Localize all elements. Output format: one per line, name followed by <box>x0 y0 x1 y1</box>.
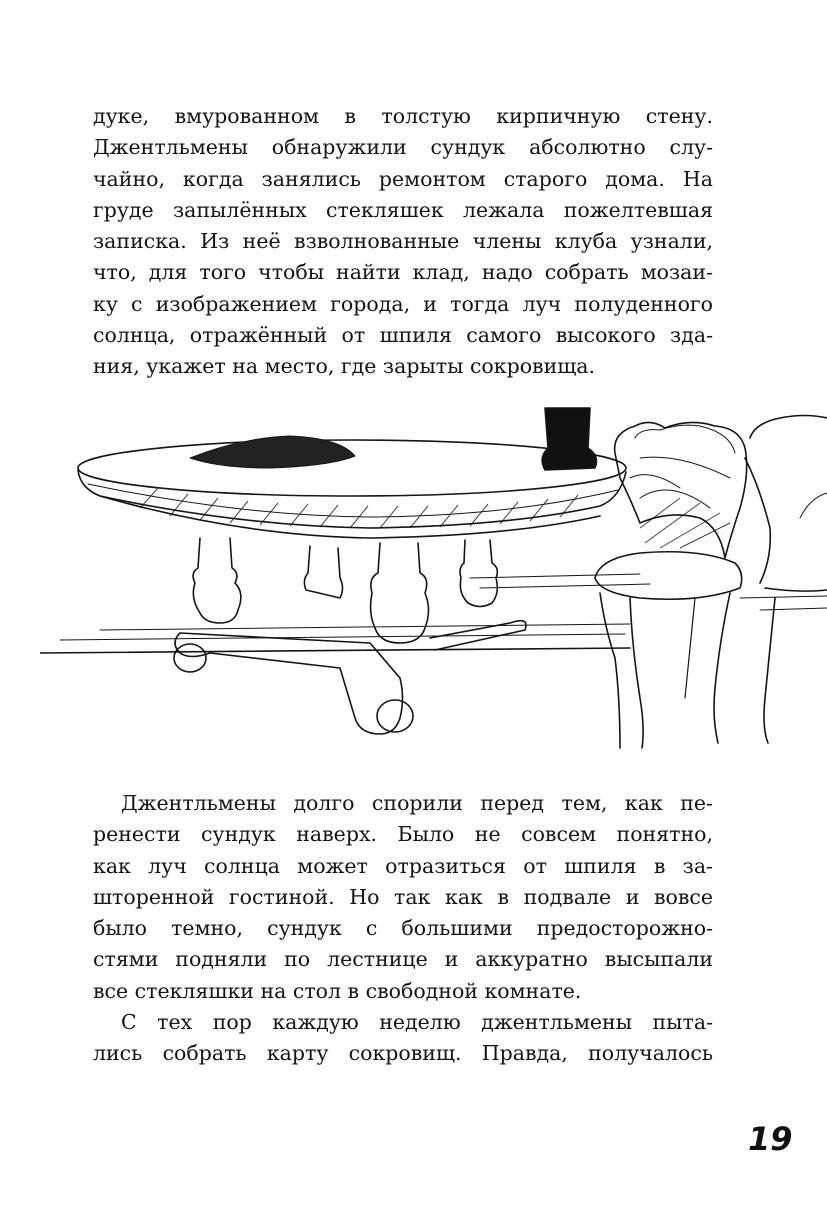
text-line: дуке, вмурованном в толстую кирпичную стену. <box>93 104 713 128</box>
text-line: чайно, когда занялись ремонтом старого дома. На <box>93 166 713 191</box>
text-line: шторенной гостиной. Но так как в подвале и вовсе <box>93 884 713 909</box>
paragraph-bottom <box>93 788 713 1070</box>
text-line: стями подняли по лестнице и аккуратно высыпали <box>93 947 713 972</box>
text-line: груде запылённых стекляшек лежала пожелтевшая <box>93 197 713 222</box>
text-line: записка. Из неё взволнованные члены клуба узнали, <box>93 229 713 254</box>
text-line: Джентльмены обнаружили сундук абсолютно слу- <box>93 135 713 160</box>
text-line: все стекляшки на стол в свободной комнате. <box>93 978 582 1003</box>
text-line: как луч солнца может отразиться от шпиля в за- <box>93 853 713 878</box>
text-line: что, для того чтобы найти клад, надо собрать мозаи- <box>93 260 713 285</box>
paragraph-top <box>93 101 713 383</box>
text-line: Джентльмены долго спорили перед тем, как пе- <box>121 791 713 815</box>
text-line: было темно, сундук с большими предосторожно- <box>93 916 713 941</box>
text-line: ку с изображением города, и тогда луч полуденного <box>93 291 713 316</box>
text-line: ния, укажет на место, где зарыты сокровища. <box>93 354 596 379</box>
text-line: солнца, отражённый от шпиля самого высокого зда- <box>93 323 713 348</box>
text-line: С тех пор каждую неделю джентльмены пыта- <box>121 1010 713 1035</box>
text-line: лись собрать карту сокровищ. Правда, получалось <box>93 1041 713 1066</box>
page-number: 19 <box>748 1120 793 1158</box>
table-and-chairs-illustration <box>40 398 827 760</box>
text-line: ренести сундук наверх. Было не совсем понятно, <box>93 822 713 847</box>
